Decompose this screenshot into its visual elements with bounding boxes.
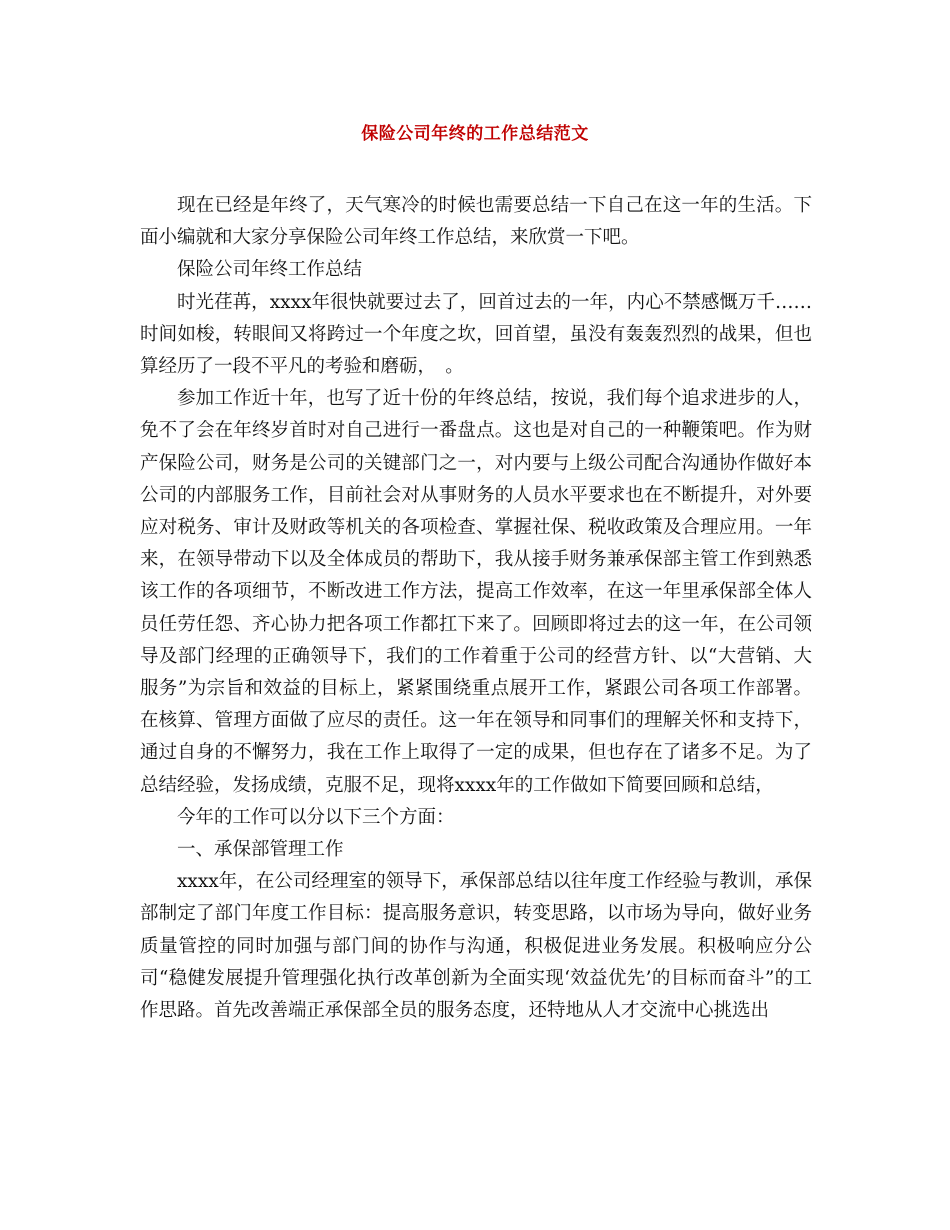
paragraph-intro: 现在已经是年终了，天气寒冷的时候也需要总结一下自己在这一年的生活。下面小编就和大家分享保险公司年终工作总结，来欣赏一下吧。 [140, 195, 812, 249]
paragraph-underwriting: xxxx年，在公司经理室的领导下，承保部总结以往年度工作经验与教训，承保部制定了部门年度工作目标：提高服务意识，转变思路，以市场为导向，做好业务质量管控的同时加强与部门间的协作与沟通，积极促进业务发展。积极响应分公司“稳健发展提升管理强化执行改革创新为全面实现‘效益优先’的目标而奋斗”的工作思路。首先改善端正承保部全员的服务态度，还特地从人才交流中心挑选出 [140, 871, 812, 1022]
paragraph-subtitle: 保险公司年终工作总结 [177, 259, 363, 281]
paragraph-time: 时光荏苒，xxxx年很快就要过去了，回首过去的一年，内心不禁感慨万千……时间如梭，转眼间又将跨过一个年度之坎，回首望，虽没有轰轰烈烈的战果，但也算经历了一段不平凡的考验和磨砺， 。 [140, 291, 812, 378]
paragraph-main: 参加工作近十年，也写了近十份的年终总结，按说，我们每个追求进步的人，免不了会在年终岁首时对自己进行一番盘点。这也是对自己的一种鞭策吧。作为财产保险公司，财务是公司的关键部门之一，对内要与上级公司配合沟通协作做好本公司的内部服务工作，目前社会对从事财务的人员水平要求也在不断提升，对外要应对税务、审计及财政等机关的各项检查、掌握社保、税收政策及合理应用。一年来，在领导带动下以及全体成员的帮助下，我从接手财务兼承保部主管工作到熟悉该工作的各项细节，不断改进工作方法，提高工作效率，在这一年里承保部全体人员任劳任怨、齐心协力把各项工作都扛下来了。回顾即将过去的这一年，在公司领导及部门经理的正确领导下，我们的工作着重于公司的经营方针、以“大营销、大服务”为宗旨和效益的目标上，紧紧围绕重点展开工作，紧跟公司各项工作部署。在核算、管理方面做了应尽的责任。这一年在领导和同事们的理解关怀和支持下，通过自身的不懈努力，我在工作上取得了一定的成果，但也存在了诸多不足。为了总结经验，发扬成绩，克服不足，现将xxxx年的工作做如下简要回顾和总结， [140, 388, 812, 796]
paragraph-three-aspects: 今年的工作可以分以下三个方面： [177, 806, 455, 828]
section-heading-underwriting: 一、承保部管理工作 [177, 839, 344, 861]
document-body [140, 190, 812, 1027]
document-title: 保险公司年终的工作总结范文 [361, 124, 589, 144]
